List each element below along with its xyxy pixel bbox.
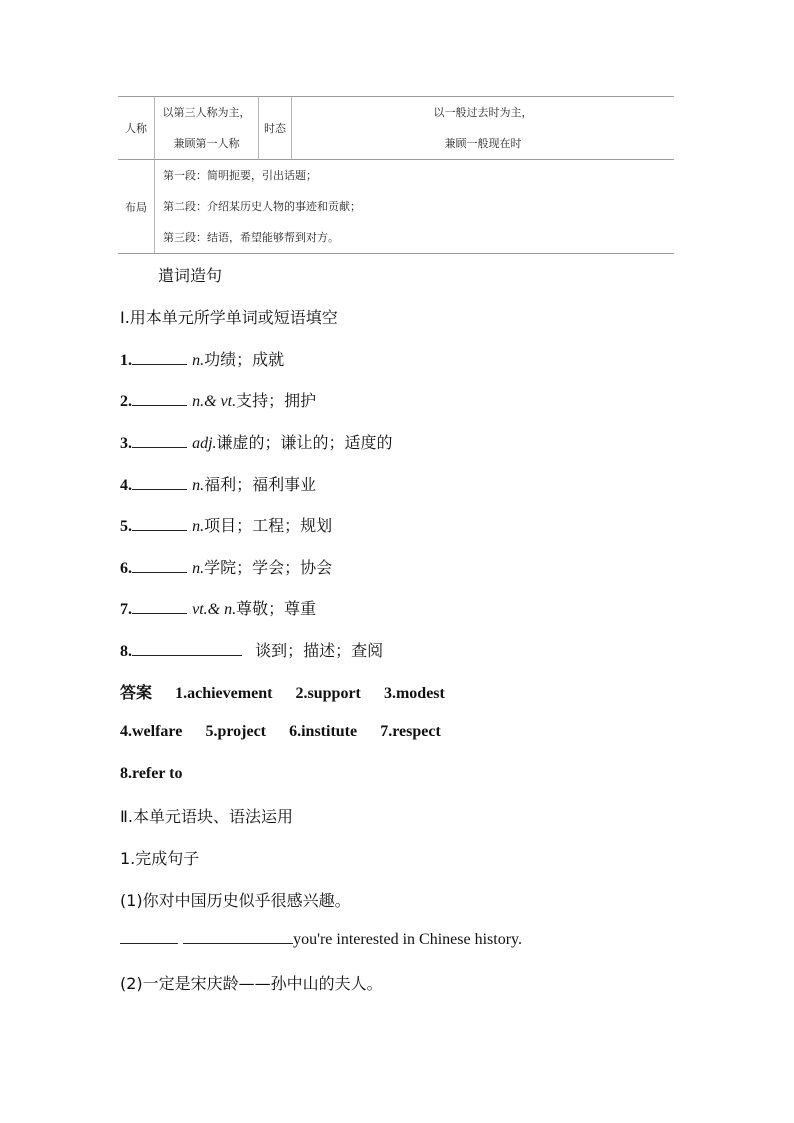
- answer-blank[interactable]: [120, 929, 178, 944]
- tense-line-1: 以一般过去时为主，: [433, 106, 533, 119]
- writing-guide-table: [118, 96, 674, 254]
- vocab-item-1: 1. n.功绩；成就: [120, 350, 285, 369]
- section-heading: 遣词造句: [158, 266, 223, 285]
- answer-blank[interactable]: [132, 599, 187, 614]
- answer-blank[interactable]: [132, 475, 187, 490]
- answer-blank[interactable]: [132, 433, 187, 448]
- question-1: (1)你对中国历史似乎很感兴趣。: [120, 891, 351, 910]
- part2-title: Ⅱ.本单元语块、语法运用: [120, 807, 293, 826]
- answers-line-3: 8.refer to: [120, 765, 183, 782]
- answer-blank[interactable]: [132, 350, 187, 365]
- layout-para-2: 第二段：介绍某历史人物的事迹和贡献；: [163, 200, 361, 213]
- answer-blank[interactable]: [132, 391, 187, 406]
- person-line-1: 以第三人称为主，: [162, 106, 251, 119]
- answer-blank[interactable]: [183, 929, 293, 944]
- row-label-layout: 布局: [118, 160, 155, 254]
- person-line-2: 兼顾第一人称: [173, 137, 240, 150]
- vocab-item-3: 3. adj.谦虚的；谦让的；适度的: [120, 433, 393, 452]
- table-row: [118, 97, 674, 160]
- part1-title: Ⅰ.用本单元所学单词或短语填空: [120, 308, 338, 327]
- part2-sub1: 1.完成句子: [120, 849, 200, 868]
- answer-blank[interactable]: [132, 558, 187, 573]
- tense-label: 时态: [259, 97, 292, 160]
- answers-line-1: 答案 1.achievement 2.support 3.modest: [120, 683, 445, 702]
- question-1-answer: you're interested in Chinese history.: [120, 929, 522, 949]
- person-cell: [155, 97, 259, 160]
- tense-line-2: 兼顾一般现在时: [444, 137, 522, 150]
- row-label-person: 人称: [118, 97, 155, 160]
- answers-label: 答案: [120, 683, 153, 702]
- table-row: [118, 160, 674, 254]
- layout-para-3: 第三段：结语，希望能够帮到对方。: [163, 231, 339, 244]
- vocab-item-4: 4. n.福利；福利事业: [120, 475, 317, 494]
- vocab-item-8: 8. 谈到；描述；查阅: [120, 641, 384, 660]
- layout-cell: [155, 160, 675, 254]
- answers-line-2: 4.welfare 5.project 6.institute 7.respect: [120, 723, 441, 740]
- layout-para-1: 第一段：简明扼要，引出话题；: [163, 169, 317, 182]
- answer-blank[interactable]: [132, 641, 242, 656]
- vocab-item-7: 7. vt.& n.尊敬；尊重: [120, 599, 317, 618]
- vocab-item-6: 6. n.学院；学会；协会: [120, 558, 333, 577]
- vocab-item-2: 2. n.& vt.支持；拥护: [120, 391, 317, 410]
- vocab-item-5: 5. n.项目；工程；规划: [120, 516, 333, 535]
- question-2: (2)一定是宋庆龄——孙中山的夫人。: [120, 974, 383, 993]
- tense-cell: [292, 97, 675, 160]
- answer-blank[interactable]: [132, 516, 187, 531]
